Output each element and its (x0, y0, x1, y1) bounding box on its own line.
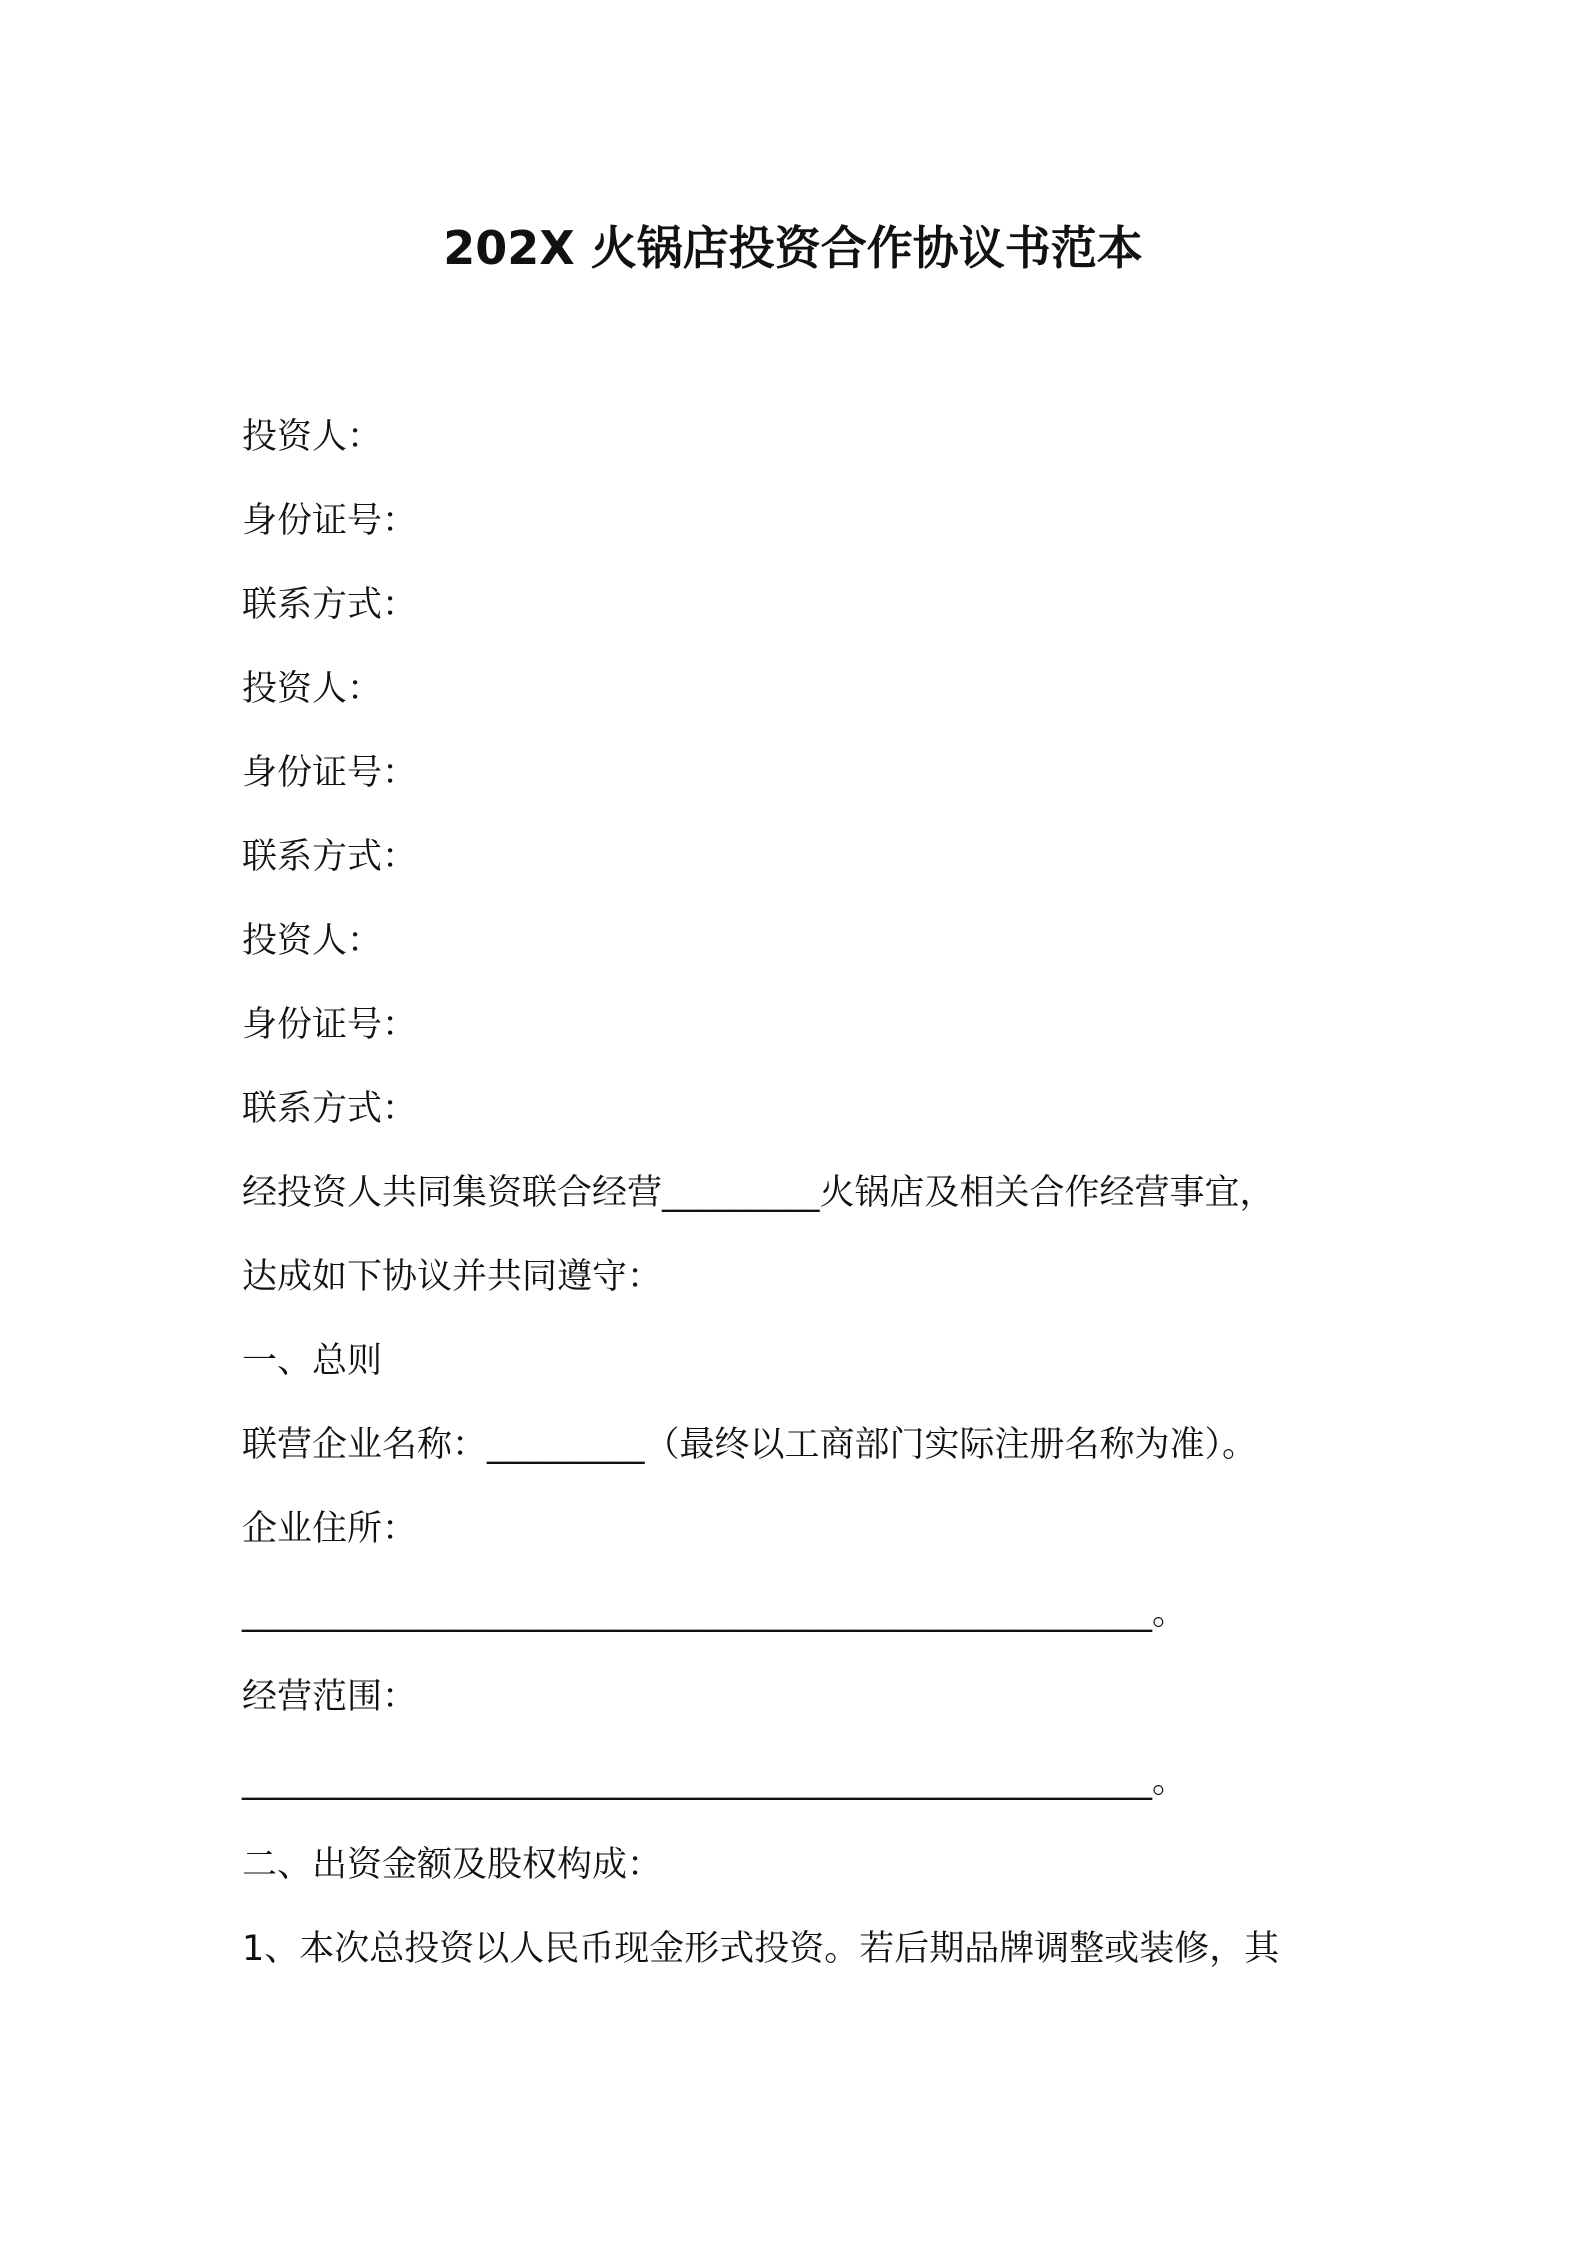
section-heading-capital: 二、出资金额及股权构成： (242, 1845, 663, 1885)
section-heading-general: 一、总则 (242, 1341, 383, 1381)
business-scope-blank: ____________________________________________________。 (242, 1761, 1188, 1801)
investor-3-contact-label: 联系方式： (242, 1089, 418, 1129)
company-address-blank: ____________________________________________________。 (242, 1593, 1188, 1633)
preamble-paragraph-continued: 达成如下协议并共同遵守： (242, 1257, 663, 1297)
investor-3-label: 投资人： (242, 921, 383, 961)
investor-2-label: 投资人： (242, 669, 383, 709)
company-name-line: 联营企业名称：_________（最终以工商部门实际注册名称为准）。 (242, 1425, 1258, 1465)
business-scope-label: 经营范围： (242, 1677, 418, 1717)
investor-1-contact-label: 联系方式： (242, 585, 418, 625)
investor-3-id-label: 身份证号： (242, 1005, 418, 1045)
preamble-paragraph: 经投资人共同集资联合经营_________火锅店及相关合作经营事宜， (242, 1173, 1275, 1213)
company-address-label: 企业住所： (242, 1509, 418, 1549)
capital-clause-1: 1、本次总投资以人民币现金形式投资。若后期品牌调整或装修，其 (242, 1929, 1280, 1969)
document-title: 202X 火锅店投资合作协议书范本 (443, 221, 1143, 275)
investor-1-label: 投资人： (242, 417, 383, 457)
investor-1-id-label: 身份证号： (242, 501, 418, 541)
investor-2-id-label: 身份证号： (242, 753, 418, 793)
investor-2-contact-label: 联系方式： (242, 837, 418, 877)
